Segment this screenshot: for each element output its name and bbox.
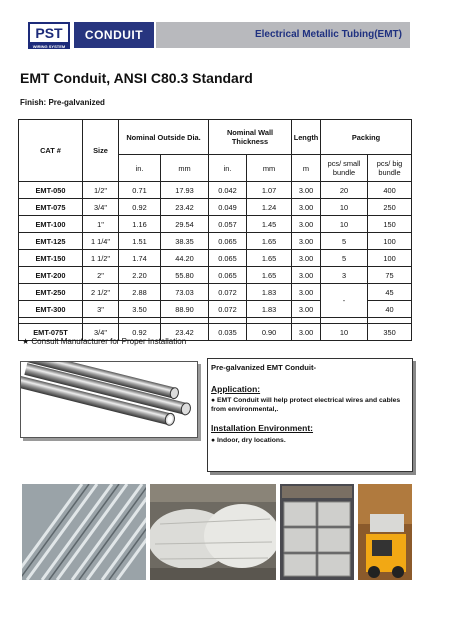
cat-number-cell: EMT-075T [19,324,83,341]
table-cell: 3.00 [292,182,321,199]
table-cell: 2.20 [119,267,161,284]
table-cell: 3.00 [292,284,321,301]
table-cell: 3 [321,267,368,284]
table-cell: 3.00 [292,301,321,318]
table-cell: 100 [368,233,412,250]
table-cell: 1.65 [247,267,292,284]
table-cell: 45 [368,284,412,301]
table-row [19,250,412,267]
merged-small-bundle-cell: - [321,284,368,318]
header-length: Length [292,120,321,155]
table-cell: 29.54 [161,216,209,233]
cat-number-cell: EMT-125 [19,233,83,250]
table-cell: 1.16 [119,216,161,233]
table-cell: 3.00 [292,233,321,250]
table-cell: 3.00 [292,250,321,267]
product-photo-forklift [358,484,412,580]
subheader-cell: in. [209,155,247,182]
cat-number-cell: EMT-100 [19,216,83,233]
product-info-box [207,358,413,472]
product-photo-stacked-pipes [22,484,146,580]
table-cell: 0.065 [209,267,247,284]
table-cell: 1.24 [247,199,292,216]
conduit-illustration [20,361,198,438]
table-cell: 3.00 [292,216,321,233]
table-cell: 2 1/2" [83,284,119,301]
subheader-cell: mm [247,155,292,182]
spec-table [18,119,412,341]
application-text: ● EMT Conduit will help protect electrical wires and cables from environmental,. [211,397,401,413]
header-row [19,120,412,155]
table-cell: 0.92 [119,324,161,341]
table-cell: 2.88 [119,284,161,301]
header-cat: CAT # [19,120,83,182]
installation-note: ★ Consult Manufacturer for Proper Installation [22,337,187,346]
cat-number-cell: EMT-300 [19,301,83,318]
table-row [19,233,412,250]
application-heading: Application: [211,384,261,394]
table-cell: 55.80 [161,267,209,284]
table-cell: 250 [368,199,412,216]
table-cell: 1.51 [119,233,161,250]
subheader-cell: mm [161,155,209,182]
table-cell: 20 [321,182,368,199]
subheader-cell: pcs/ big bundle [368,155,412,182]
table-cell: 10 [321,199,368,216]
logo-subtitle: WIRING SYSTEM [28,44,70,49]
environment-heading: Installation Environment: [211,423,314,433]
table-cell: 1.74 [119,250,161,267]
table-cell: 3.50 [119,301,161,318]
table-cell: 3.00 [292,199,321,216]
table-cell: 0.072 [209,284,247,301]
table-cell: 73.03 [161,284,209,301]
table-cell: 0.065 [209,250,247,267]
cat-number-cell: EMT-050 [19,182,83,199]
page-title: EMT Conduit, ANSI C80.3 Standard [20,70,253,86]
subheader-cell: m [292,155,321,182]
table-cell: 350 [368,324,412,341]
cat-number-cell: EMT-200 [19,267,83,284]
table-cell: 1 1/4" [83,233,119,250]
table-row [19,182,412,199]
subheader-cell: in. [119,155,161,182]
table-cell: 100 [368,250,412,267]
table-row [19,216,412,233]
header-wall-thickness: Nominal Wall Thickness [209,120,292,155]
table-cell: 1.65 [247,250,292,267]
table-row [19,267,412,284]
table-cell: 0.92 [119,199,161,216]
table-cell: 0.065 [209,233,247,250]
section-tab-conduit: CONDUIT [74,22,154,48]
cat-number-cell: EMT-075 [19,199,83,216]
product-photo-container-loading [280,484,354,580]
table-cell: 0.072 [209,301,247,318]
header-size: Size [83,120,119,182]
header-outside-dia: Nominal Outside Dia. [119,120,209,155]
table-cell: 1 1/2" [83,250,119,267]
info-title: Pre-galvanized EMT Conduit- [211,363,317,372]
product-photo-wrapped-bundles [150,484,276,580]
subheader-cell: pcs/ small bundle [321,155,368,182]
table-cell: 3.00 [292,324,321,341]
table-cell: 1.83 [247,284,292,301]
header-packing: Packing [321,120,412,155]
table-cell: 0.71 [119,182,161,199]
environment-text: ● Indoor, dry locations. [211,437,286,444]
table-cell: 5 [321,250,368,267]
table-cell: 1.45 [247,216,292,233]
table-cell: 0.042 [209,182,247,199]
table-cell: 400 [368,182,412,199]
finish-label: Finish: Pre-galvanized [20,98,105,107]
table-cell: 0.035 [209,324,247,341]
table-body [19,182,412,318]
table-cell: 150 [368,216,412,233]
table-cell: 3/4" [83,324,119,341]
table-cell: 3" [83,301,119,318]
header-bar-title: Electrical Metallic Tubing(EMT) [254,29,402,40]
table-cell: 3.00 [292,267,321,284]
table-cell: 0.057 [209,216,247,233]
table-cell: 10 [321,216,368,233]
table-cell: 38.35 [161,233,209,250]
table-cell: 1" [83,216,119,233]
table-cell: 1.83 [247,301,292,318]
table-cell: 17.93 [161,182,209,199]
table-cell: 3/4" [83,199,119,216]
table-cell: 1.07 [247,182,292,199]
table-cell: 88.90 [161,301,209,318]
cat-number-cell: EMT-250 [19,284,83,301]
table-cell: 23.42 [161,324,209,341]
table-cell: 2" [83,267,119,284]
table-cell: 5 [321,233,368,250]
table-cell: 40 [368,301,412,318]
table-cell: 0.90 [247,324,292,341]
conduit-pipes-image [21,362,197,437]
svg-text:PST: PST [35,25,63,41]
table-cell: 23.42 [161,199,209,216]
table-cell: 0.049 [209,199,247,216]
table-cell: 44.20 [161,250,209,267]
table-cell: 10 [321,324,368,341]
cat-number-cell: EMT-150 [19,250,83,267]
table-cell: 1.65 [247,233,292,250]
table-cell: 1/2" [83,182,119,199]
header-bar [156,22,410,48]
table-row [19,199,412,216]
table-row [19,284,412,301]
table-cell: 75 [368,267,412,284]
